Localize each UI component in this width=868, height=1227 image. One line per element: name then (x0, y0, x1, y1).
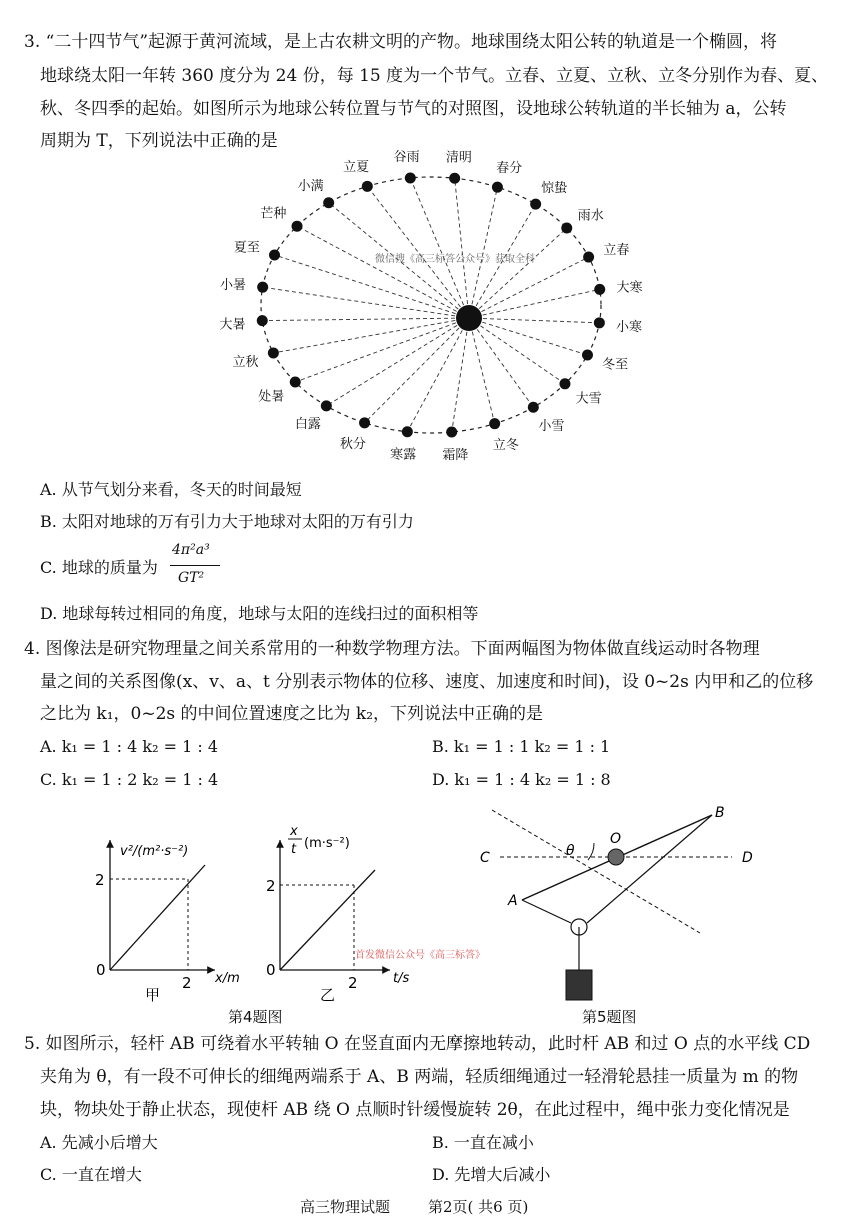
term-label: 夏至 (233, 240, 260, 256)
q4-line-2: 量之间的关系图像(x、v、a、t 分别表示物体的位移、速度、加速度和时间)，设 0~2s 内甲和乙的位移 (40, 672, 814, 692)
radial-line (469, 318, 495, 424)
q5-rope-left (522, 900, 571, 923)
term-label: 霜降 (442, 447, 469, 463)
term-label: 小满 (297, 179, 324, 195)
radial-line (469, 318, 599, 323)
term-label: 清明 (445, 150, 472, 166)
graph-yi-ylabel-unit: (m·s⁻²) (304, 836, 350, 851)
q5-option-d[interactable]: D. 先增大后减小 (432, 1165, 551, 1184)
term-label: 大暑 (219, 317, 246, 333)
q5-block (566, 970, 592, 1000)
q5-label-a: A (508, 893, 518, 909)
q5-label-d: D (742, 850, 753, 866)
term-dot (449, 173, 460, 184)
term-label: 芒种 (260, 206, 287, 222)
q4-option-c[interactable]: C. k₁ = 1 : 2 k₂ = 1 : 4 (40, 770, 219, 789)
radial-line (263, 287, 469, 318)
q3-option-c[interactable]: C. 地球的质量为 (40, 558, 158, 577)
term-dot (359, 417, 370, 428)
term-label: 惊蛰 (541, 180, 568, 196)
term-dot (362, 181, 373, 192)
term-dot (323, 197, 334, 208)
term-dot (446, 427, 457, 438)
q3-line-1: 3. “二十四节气”起源于黄河流域，是上古农耕文明的产物。地球围绕太阳公转的轨道是一个椭圆，将 (24, 32, 778, 52)
q3-option-c-numerator: 4π²a³ (172, 542, 210, 558)
q5-caption: 第5题图 (582, 1008, 637, 1026)
graph-jia-origin: 0 (96, 961, 106, 979)
watermark-q3: 微信搜《高三标答公众号》获取全科 (375, 254, 535, 265)
term-dot (583, 252, 594, 263)
radial-line (295, 318, 469, 382)
term-label: 大雪 (575, 391, 602, 407)
term-label: 雨水 (577, 208, 604, 224)
q3-line-3: 秋、冬四季的起始。如图所示为地球公转位置与节气的对照图，设地球公转轨道的半长轴为 a，公转 (40, 99, 787, 119)
term-dot (594, 317, 605, 328)
q4-option-b[interactable]: B. k₁ = 1 : 1 k₂ = 1 : 1 (432, 737, 611, 756)
q4-line-3: 之比为 k₁，0~2s 的中间位置速度之比为 k₂，下列说法中正确的是 (40, 704, 544, 724)
sun (456, 305, 482, 331)
radial-line (273, 318, 469, 353)
graph-jia-ytick: 2 (95, 871, 105, 889)
graph-jia-xlabel: x/m (215, 971, 240, 986)
term-label: 大寒 (616, 280, 643, 296)
q4-option-a[interactable]: A. k₁ = 1 : 4 k₂ = 1 : 4 (40, 737, 219, 756)
q4-caption: 第4题图 (228, 1008, 283, 1026)
q5-option-a[interactable]: A. 先减小后增大 (40, 1133, 158, 1152)
radial-line (469, 187, 497, 318)
q5-rope-right (587, 815, 712, 923)
term-label: 处暑 (258, 389, 285, 405)
q5-figure (470, 805, 770, 1005)
term-label: 小暑 (219, 278, 246, 294)
radial-line (365, 318, 469, 423)
q3-option-c-fraction-bar (170, 565, 220, 566)
radial-line (469, 228, 567, 318)
term-dot (405, 172, 416, 183)
term-label: 秋分 (339, 437, 366, 453)
radial-line (455, 178, 469, 318)
graph-yi-ylabel-den: t (291, 842, 297, 857)
q3-option-a[interactable]: A. 从节气划分来看，冬天的时间最短 (40, 480, 302, 499)
term-dot (561, 222, 572, 233)
term-dot (268, 347, 279, 358)
term-label: 冬至 (602, 357, 629, 373)
orbit-ellipse (261, 177, 601, 433)
term-dot (292, 221, 303, 232)
graph-yi-name: 乙 (320, 986, 336, 1004)
term-dot (582, 350, 593, 361)
term-dot (290, 377, 301, 388)
radial-line (452, 318, 469, 432)
q3-line-2: 地球绕太阳一年转 360 度分为 24 份，每 15 度为一个节气。立春、立夏、立秋、立冬分别作为春、夏、 (40, 66, 829, 86)
term-label: 立冬 (492, 438, 519, 454)
radial-line (469, 289, 600, 318)
radial-line (367, 186, 469, 318)
footer-page: 第2页( 共6 页) (428, 1198, 529, 1216)
term-dot (528, 402, 539, 413)
term-label: 春分 (496, 160, 523, 176)
graph-jia (95, 840, 240, 1004)
q5-option-c[interactable]: C. 一直在增大 (40, 1165, 142, 1184)
term-label: 立秋 (232, 355, 259, 371)
q5-line-1: 5. 如图所示，轻杆 AB 可绕着水平转轴 O 在竖直面内无摩擦地转动，此时杆 AB 和过 O 点的水平线 CD (24, 1034, 811, 1054)
term-dot (257, 315, 268, 326)
term-dot (530, 199, 541, 210)
q5-label-o: O (610, 831, 622, 847)
graph-yi-ytick: 2 (266, 877, 276, 895)
q5-line-2: 夹角为 θ，有一段不可伸长的细绳两端系于 A、B 两端，轻质细绳通过一轻滑轮悬挂一质量为 m 的物 (40, 1067, 799, 1087)
q3-option-d[interactable]: D. 地球每转过相同的角度，地球与太阳的连线扫过的面积相等 (40, 604, 479, 623)
radial-line (469, 318, 587, 355)
term-dot (489, 418, 500, 429)
term-dot (269, 249, 280, 260)
term-dot (257, 282, 268, 293)
graph-yi-ylabel-num: x (290, 824, 298, 839)
q5-label-c: C (480, 850, 490, 866)
q5-label-b: B (715, 805, 725, 821)
graph-yi-origin: 0 (266, 961, 276, 979)
q3-option-b[interactable]: B. 太阳对地球的万有引力大于地球对太阳的万有引力 (40, 512, 414, 531)
term-dot (402, 426, 413, 437)
radial-line (410, 178, 469, 318)
radial-line (297, 226, 469, 318)
term-dot (492, 182, 503, 193)
graph-yi-xlabel: t/s (393, 971, 410, 986)
radial-line (469, 318, 533, 407)
graph-jia-ylabel: v²/(m²·s⁻²) (120, 844, 189, 859)
graph-yi-xtick: 2 (348, 974, 358, 992)
q4-option-d[interactable]: D. k₁ = 1 : 4 k₂ = 1 : 8 (432, 770, 611, 789)
radial-line (407, 318, 469, 432)
graph-yi (266, 824, 485, 1004)
solar-terms-orbit-diagram (0, 150, 868, 470)
radial-line (262, 318, 469, 321)
graph-jia-name: 甲 (145, 986, 161, 1004)
term-label: 谷雨 (393, 150, 420, 166)
footer-title: 高三物理试题 (300, 1198, 391, 1216)
watermark-q4: 首发微信公众号《高三标答》 (355, 950, 485, 961)
term-label: 寒露 (390, 447, 417, 463)
term-label: 立夏 (343, 159, 370, 175)
q4-line-1: 4. 图像法是研究物理量之间关系常用的一种数学物理方法。下面两幅图为物体做直线运动时各物理 (24, 639, 760, 659)
term-label: 白露 (294, 417, 321, 433)
q3-option-c-denominator: GT² (178, 570, 205, 586)
term-dot (594, 284, 605, 295)
term-label: 立春 (603, 242, 630, 258)
graph-jia-line (110, 865, 205, 970)
graph-jia-xtick: 2 (182, 974, 192, 992)
term-dot (321, 400, 332, 411)
q5-line-3: 块，物块处于静止状态，现使杆 AB 绕 O 点顺时针缓慢旋转 2θ，在此过程中，绳中张力变化情况是 (40, 1100, 790, 1120)
term-dot (559, 378, 570, 389)
q5-option-b[interactable]: B. 一直在减小 (432, 1133, 534, 1152)
q4-graphs (90, 815, 520, 1005)
q3-line-4: 周期为 T，下列说法中正确的是 (40, 131, 278, 151)
q5-pivot-o (608, 849, 624, 865)
term-label: 小雪 (538, 418, 565, 434)
term-label: 小寒 (616, 319, 643, 335)
q5-label-theta: θ (566, 843, 575, 859)
radial-line (469, 318, 565, 384)
